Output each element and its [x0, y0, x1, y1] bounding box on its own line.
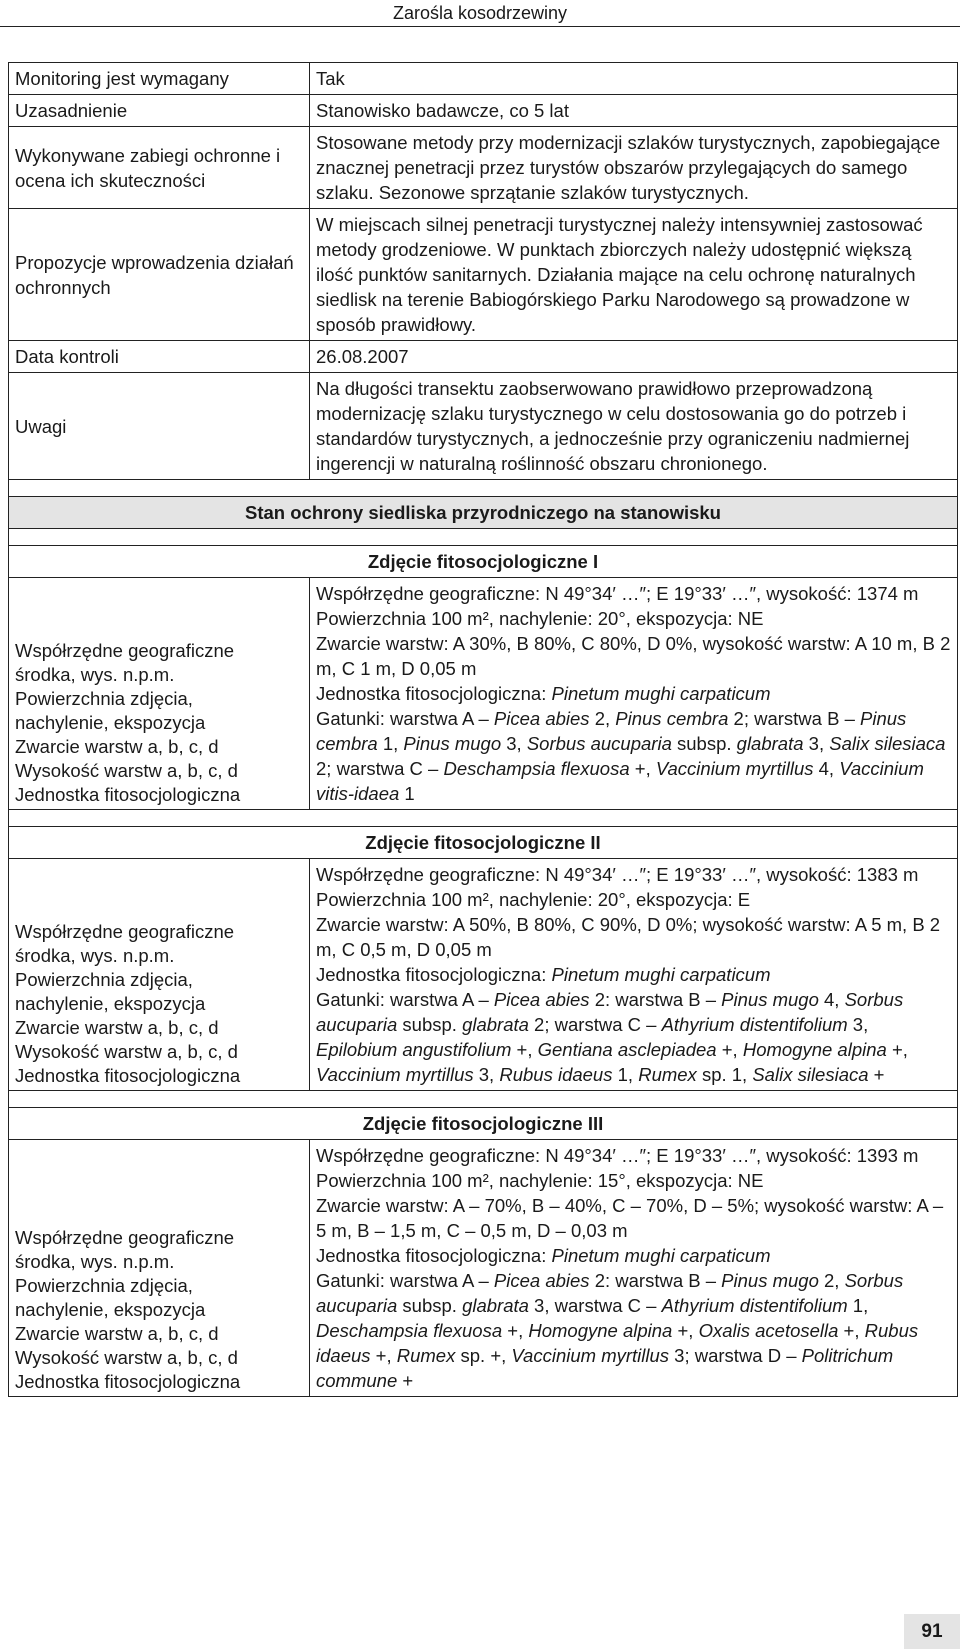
- species-name: Sorbus aucuparia: [526, 733, 672, 754]
- species-text: 2: warstwa B –: [589, 989, 722, 1010]
- row-value: 26.08.2007: [310, 341, 958, 373]
- species-text: 3; warstwa D –: [669, 1345, 802, 1366]
- photo-label: Zwarcie warstw a, b, c, d: [15, 736, 219, 757]
- species-name: Pinus mugo: [403, 733, 502, 754]
- photo-label: Jednostka fitosocjologiczna: [15, 1065, 241, 1086]
- photo-title-row: [9, 546, 958, 578]
- species-name: Rumex: [638, 1064, 697, 1085]
- species-name: Picea abies: [493, 1270, 590, 1291]
- species-text: +,: [511, 1039, 538, 1060]
- row-label: Data kontroli: [9, 341, 310, 373]
- photo-cover: Zwarcie warstw: A – 70%, B – 40%, C – 70%, D – 5%; wysokość warstw: A – 5 m, B – 1,5 m, C – 0,5 m, D – 0,03 m: [316, 1195, 944, 1241]
- row-value: Stanowisko badawcze, co 5 lat: [310, 95, 958, 127]
- species-text: subsp.: [397, 1295, 463, 1316]
- row-value: Tak: [310, 63, 958, 95]
- photo-labels: [9, 859, 310, 1091]
- species-name: Vaccinium myrtillus: [511, 1345, 670, 1366]
- species-name: Salix silesiaca: [829, 733, 946, 754]
- photo-coords: Współrzędne geograficzne: N 49°34′ …″; E 19°33′ …″, wysokość: 1383 m: [316, 864, 919, 885]
- photo-label: Wysokość warstw a, b, c, d: [15, 760, 238, 781]
- photo-label: Powierzchnia zdjęcia,: [15, 688, 193, 709]
- unit-name: Pinetum mughi carpaticum: [551, 683, 771, 704]
- photo-cover: Zwarcie warstw: A 50%, B 80%, C 90%, D 0%; wysokość warstw: A 5 m, B 2 m, C 0,5 m, D 0,05 m: [316, 914, 941, 960]
- species-name: Sorbus aucuparia: [316, 1270, 904, 1316]
- species-text: 4,: [818, 989, 845, 1010]
- photo-details: [310, 1140, 958, 1397]
- spacer-row: [9, 480, 958, 497]
- unit-name: Pinetum mughi carpaticum: [551, 964, 771, 985]
- species-name: Picea abies: [493, 708, 590, 729]
- species-name: Picea abies: [493, 989, 590, 1010]
- photo-coords: Współrzędne geograficzne: N 49°34′ …″; E 19°33′ …″, wysokość: 1374 m: [316, 583, 919, 604]
- species-text: subsp.: [397, 1014, 463, 1035]
- photo-area: Powierzchnia 100 m², nachylenie: 20°, ekspozycja: E: [316, 889, 751, 910]
- species-name: Sorbus aucuparia: [316, 989, 904, 1035]
- species-name: Athyrium distentifolium: [661, 1295, 848, 1316]
- species-text: Gatunki: warstwa A –: [316, 708, 494, 729]
- table-row: [9, 373, 958, 480]
- species-name: Politrichum commune: [316, 1345, 894, 1391]
- running-header: Zarośla kosodrzewiny: [392, 3, 568, 23]
- photo-title-row: [9, 827, 958, 859]
- species-text: 2: warstwa B –: [589, 1270, 722, 1291]
- photo-label: Wysokość warstw a, b, c, d: [15, 1347, 238, 1368]
- species-name: Oxalis acetosella: [698, 1320, 839, 1341]
- photo-label: Jednostka fitosocjologiczna: [15, 1371, 241, 1392]
- photo-label: Współrzędne geograficzne: [15, 1227, 235, 1248]
- photo-title: Zdjęcie fitosocjologiczne I: [9, 546, 958, 578]
- row-label: Propozycje wprowadzenia działań ochronnych: [9, 209, 310, 341]
- species-text: 1: [399, 783, 415, 804]
- species-text: +: [397, 1370, 414, 1391]
- photo-labels: [9, 578, 310, 810]
- species-text: sp. 1,: [696, 1064, 753, 1085]
- table-row: [9, 341, 958, 373]
- row-label: Uwagi: [9, 373, 310, 480]
- monitoring-table: [8, 62, 958, 1397]
- photo-label: Zwarcie warstw a, b, c, d: [15, 1017, 219, 1038]
- row-value: W miejscach silnej penetracji turystycznej należy intensywniej zastosować metody grodzeniowe. W punktach zbiorczych należy udostępnić większą ilość punktów sanitarnych. Działania mające na celu ochronę naturalnych siedlisk na terenie Babiogórskiego Parku Narodowego są prowadzone w sposób prawidłowy.: [310, 209, 958, 341]
- photo-details: [310, 859, 958, 1091]
- spacer-row: [9, 529, 958, 546]
- species-text: +,: [370, 1345, 397, 1366]
- species-name: Rumex: [396, 1345, 456, 1366]
- species-text: +: [868, 1064, 885, 1085]
- species-name: Salix silesiaca: [752, 1064, 869, 1085]
- species-name: Rubus idaeus: [499, 1064, 613, 1085]
- species-name: Pinus cembra: [615, 708, 729, 729]
- table-row: [9, 95, 958, 127]
- photo-label: Jednostka fitosocjologiczna: [15, 784, 241, 805]
- section-title: Stan ochrony siedliska przyrodniczego na stanowisku: [9, 497, 958, 529]
- page-number: 91: [904, 1614, 960, 1649]
- photo-label: Powierzchnia zdjęcia,: [15, 969, 193, 990]
- table-row: [9, 209, 958, 341]
- species-name: Vaccinium myrtillus: [316, 1064, 474, 1085]
- photo-label: nachylenie, ekspozycja: [15, 1299, 206, 1320]
- species-name: Deschampsia flexuosa: [316, 1320, 503, 1341]
- species-name: glabrata: [462, 1014, 529, 1035]
- photo-row: [9, 578, 958, 810]
- species-text: 3,: [803, 733, 830, 754]
- unit-label: Jednostka fitosocjologiczna:: [316, 964, 552, 985]
- photo-label: środka, wys. n.p.m.: [15, 945, 175, 966]
- species-name: Vaccinium vitis-idaea: [316, 758, 924, 804]
- row-label: Uzasadnienie: [9, 95, 310, 127]
- species-text: sp. +,: [455, 1345, 512, 1366]
- photo-unit: [316, 1243, 951, 1268]
- species-name: Athyrium distentifolium: [661, 1014, 848, 1035]
- photo-details: [310, 578, 958, 810]
- species-text: +,: [629, 758, 656, 779]
- photo-label: Współrzędne geograficzne: [15, 640, 235, 661]
- species-text: 1,: [612, 1064, 639, 1085]
- unit-name: Pinetum mughi carpaticum: [551, 1245, 771, 1266]
- species-text: 3,: [847, 1014, 869, 1035]
- photo-species: [316, 987, 951, 1087]
- photo-label: nachylenie, ekspozycja: [15, 993, 206, 1014]
- photo-title: Zdjęcie fitosocjologiczne II: [9, 827, 958, 859]
- photo-label: Zwarcie warstw a, b, c, d: [15, 1323, 219, 1344]
- species-text: 3,: [501, 733, 527, 754]
- species-text: subsp.: [671, 733, 737, 754]
- species-text: Gatunki: warstwa A –: [316, 1270, 494, 1291]
- photo-area: Powierzchnia 100 m², nachylenie: 20°, ekspozycja: NE: [316, 608, 764, 629]
- row-value: Na długości transektu zaobserwowano prawidłowo przeprowadzoną modernizację szlaku turystycznego w celu dostosowania go do potrzeb i standardów turystycznych, a jednocześnie przy ograniczeniu nadmiernej ingerencji w naturalną roślinność obszaru chronionego.: [310, 373, 958, 480]
- photo-title-row: [9, 1108, 958, 1140]
- species-name: Homogyne alpina: [528, 1320, 673, 1341]
- species-text: 2; warstwa B –: [728, 708, 860, 729]
- photo-species: [316, 1268, 951, 1393]
- unit-label: Jednostka fitosocjologiczna:: [316, 683, 552, 704]
- species-text: 2; warstwa C –: [528, 1014, 662, 1035]
- species-name: glabrata: [736, 733, 804, 754]
- species-text: Gatunki: warstwa A –: [316, 989, 494, 1010]
- photo-labels: [9, 1140, 310, 1397]
- row-label: Wykonywane zabiegi ochronne i ocena ich skuteczności: [9, 127, 310, 209]
- species-name: Pinus cembra: [316, 708, 907, 754]
- species-name: glabrata: [462, 1295, 529, 1316]
- photo-cover: Zwarcie warstw: A 30%, B 80%, C 80%, D 0%, wysokość warstw: A 10 m, B 2 m, C 1 m, D 0,05 m: [316, 633, 951, 679]
- species-text: +,: [672, 1320, 699, 1341]
- species-text: 2; warstwa C –: [316, 758, 444, 779]
- photo-row: [9, 1140, 958, 1397]
- photo-coords: Współrzędne geograficzne: N 49°34′ …″; E 19°33′ …″, wysokość: 1393 m: [316, 1145, 919, 1166]
- species-text: +,: [716, 1039, 743, 1060]
- species-text: 1,: [377, 733, 404, 754]
- section-band: [9, 497, 958, 529]
- table-row: [9, 63, 958, 95]
- spacer-row: [9, 810, 958, 827]
- species-name: Pinus mugo: [721, 1270, 819, 1291]
- row-value: Stosowane metody przy modernizacji szlaków turystycznych, zapobiegające znacznej penetracji przez turystów obszarów przylegających do samego szlaku. Sezonowe sprzątanie szlaków turystycznych.: [310, 127, 958, 209]
- species-name: Rubus idaeus: [316, 1320, 919, 1366]
- species-text: 4,: [813, 758, 840, 779]
- photo-species: [316, 706, 951, 806]
- photo-label: nachylenie, ekspozycja: [15, 712, 206, 733]
- species-text: 3,: [473, 1064, 500, 1085]
- table-row: [9, 127, 958, 209]
- unit-label: Jednostka fitosocjologiczna:: [316, 1245, 552, 1266]
- photo-unit: [316, 681, 951, 706]
- species-name: Pinus mugo: [721, 989, 819, 1010]
- species-text: 2,: [589, 708, 616, 729]
- species-name: Epilobium angustifolium: [316, 1039, 512, 1060]
- photo-title: Zdjęcie fitosocjologiczne III: [9, 1108, 958, 1140]
- photo-area: Powierzchnia 100 m², nachylenie: 15°, ekspozycja: NE: [316, 1170, 764, 1191]
- species-name: Homogyne alpina: [742, 1039, 887, 1060]
- photo-label: Współrzędne geograficzne: [15, 921, 235, 942]
- photo-label: Wysokość warstw a, b, c, d: [15, 1041, 238, 1062]
- spacer-row: [9, 1091, 958, 1108]
- photo-label: środka, wys. n.p.m.: [15, 1251, 175, 1272]
- photo-label: środka, wys. n.p.m.: [15, 664, 175, 685]
- species-text: 2,: [818, 1270, 845, 1291]
- species-text: +,: [886, 1039, 908, 1060]
- header-rule: [0, 26, 960, 27]
- species-name: Gentiana asclepiadea: [537, 1039, 717, 1060]
- species-name: Deschampsia flexuosa: [443, 758, 630, 779]
- photo-row: [9, 859, 958, 1091]
- photo-unit: [316, 962, 951, 987]
- species-text: +,: [838, 1320, 865, 1341]
- species-text: +,: [502, 1320, 529, 1341]
- species-text: 1,: [847, 1295, 869, 1316]
- photo-label: Powierzchnia zdjęcia,: [15, 1275, 193, 1296]
- species-text: 3, warstwa C –: [528, 1295, 662, 1316]
- species-name: Vaccinium myrtillus: [655, 758, 814, 779]
- row-label: Monitoring jest wymagany: [9, 63, 310, 95]
